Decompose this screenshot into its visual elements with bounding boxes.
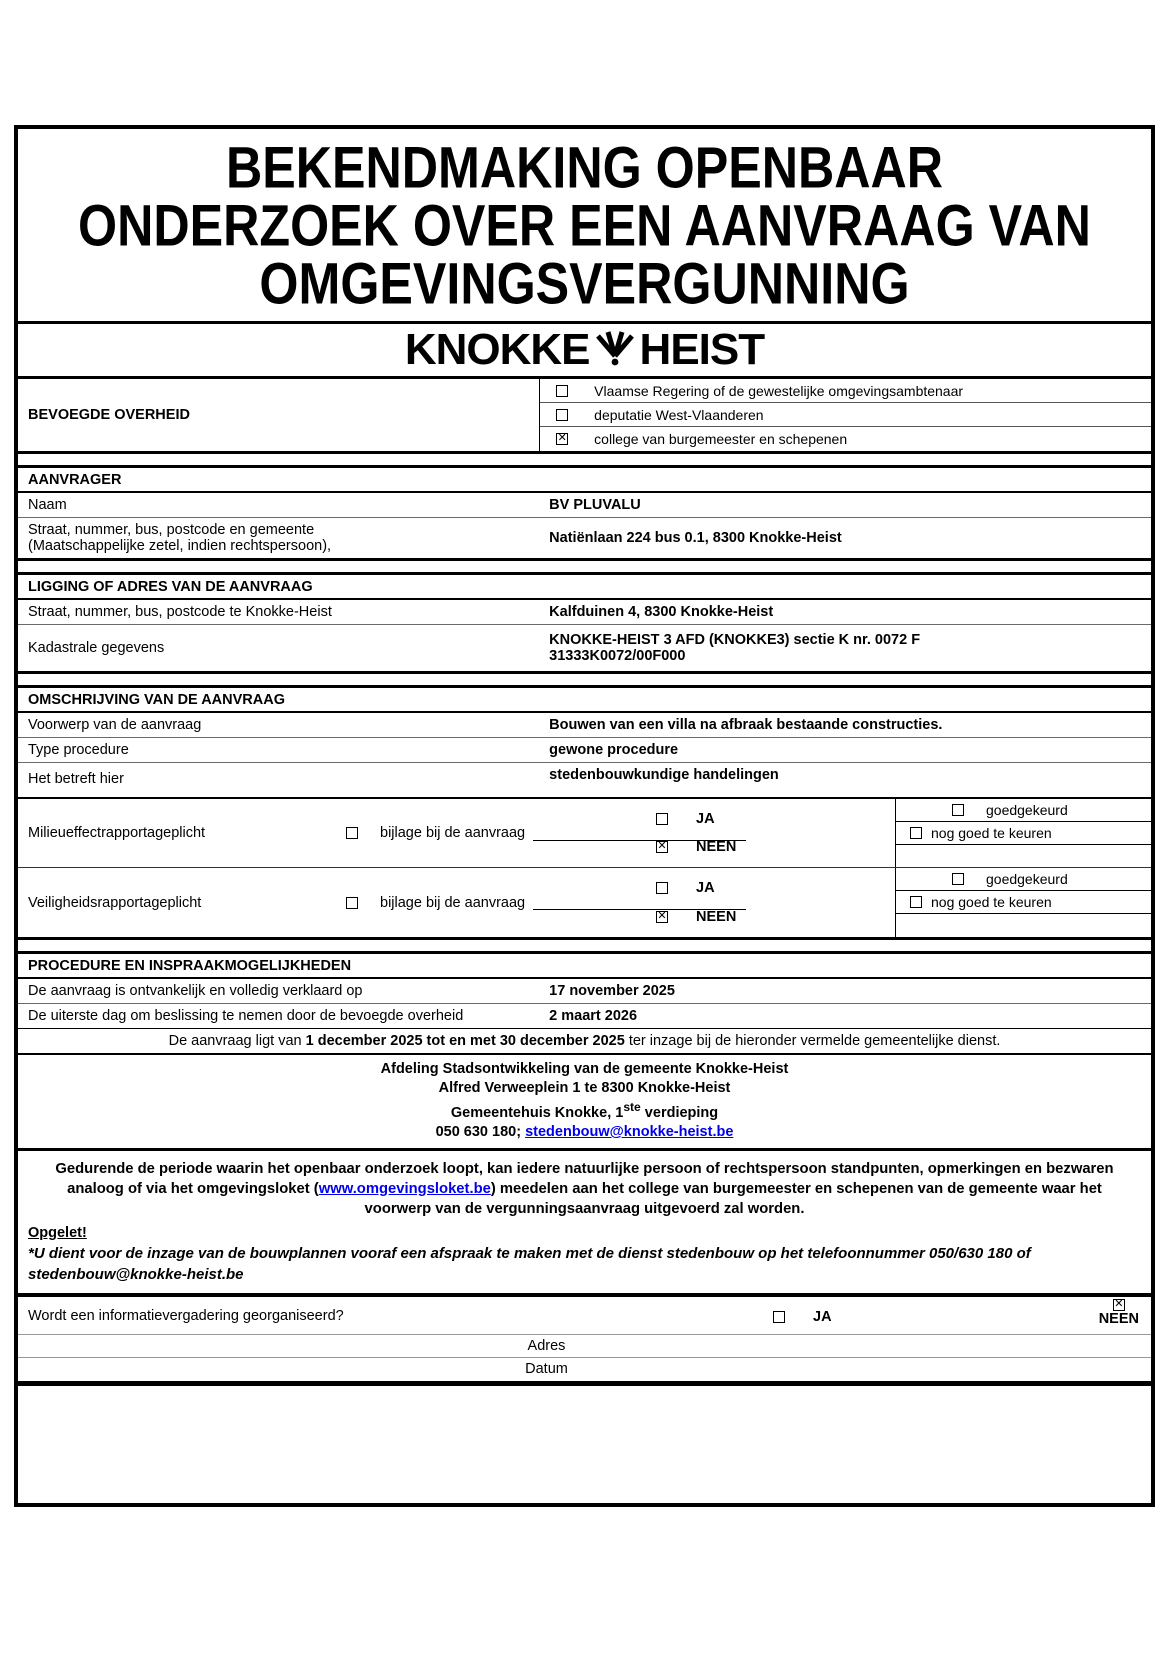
checkbox-veiligheid-goedgekeurd[interactable] <box>952 873 964 885</box>
veiligheid-ja <box>618 880 895 896</box>
option-college <box>540 427 1151 451</box>
informatievergadering-row <box>18 1297 1151 1335</box>
neen-label: NEEN <box>1098 1310 1139 1327</box>
milieu-label: Milieueffectrapportageplicht <box>28 825 206 841</box>
bevoegde-overheid-label: BEVOEGDE OVERHEID <box>28 407 190 423</box>
section-aanvrager <box>18 468 1151 558</box>
opgelet-heading: Opgelet! <box>28 1224 87 1241</box>
checkbox-deputatie[interactable] <box>556 409 568 421</box>
bezwaar-paragraph <box>18 1151 1151 1221</box>
naam-label: Naam <box>28 497 67 513</box>
nog-goed-label: nog goed te keuren <box>931 825 1052 841</box>
nog-goed-label: nog goed te keuren <box>931 894 1052 910</box>
kadaster-value <box>539 629 1151 667</box>
aanvrager-header: AANVRAGER <box>18 468 1151 493</box>
vergadering-neen <box>1099 1299 1139 1327</box>
checkbox-veiligheid-nog[interactable] <box>910 896 922 908</box>
section-procedure <box>18 954 1151 1381</box>
veiligheid-bijlage <box>328 868 618 937</box>
inzage-periode-row <box>18 1029 1151 1055</box>
fill-in-line <box>533 840 746 841</box>
dienst-contact <box>18 1123 1151 1142</box>
milieu-goedkeuring <box>895 799 1151 867</box>
ligging-straat-row <box>18 600 1151 625</box>
ontvankelijk-label: De aanvraag is ontvankelijk en volledig verklaard op <box>28 983 363 999</box>
checkbox-vlaamse-regering[interactable] <box>556 385 568 397</box>
goedgekeurd-label: goedgekeurd <box>986 871 1068 887</box>
neen-label: NEEN <box>696 839 737 855</box>
inzage-periode: 1 december 2025 tot en met 30 december 2025 <box>305 1033 625 1049</box>
ontvankelijk-row <box>18 979 1151 1004</box>
knokke-heist-splash-icon <box>595 330 635 371</box>
gemeentelijke-dienst-block <box>18 1055 1151 1151</box>
ligging-header: LIGGING OF ADRES VAN DE AANVRAAG <box>18 575 1151 600</box>
section-divider <box>18 671 1151 688</box>
checkbox-vergadering-ja[interactable] <box>773 1311 785 1323</box>
veiligheid-goedkeuring <box>895 868 1151 937</box>
type-procedure-label: Type procedure <box>28 742 129 758</box>
milieu-rapportage-row <box>18 797 1151 867</box>
milieu-neen <box>618 839 895 855</box>
dienst-naam: Afdeling Stadsontwikkeling van de gemeente Knokke-Heist <box>380 1061 789 1077</box>
afspraak-note: *U dient voor de inzage van de bouwplannen vooraf een afspraak te maken met de dienst stedenbouw op het telefoonnummer 050/630 180 of stedenbouw@knokke-heist.be <box>18 1242 1151 1297</box>
checkbox-milieu-neen[interactable] <box>656 841 668 853</box>
veiligheid-rapportage-row <box>18 867 1151 937</box>
adres-label: Adres <box>527 1337 566 1354</box>
bijlage-label: bijlage bij de aanvraag <box>380 894 526 911</box>
dienst-locatie-prefix: Gemeentehuis Knokke, 1 <box>450 1104 624 1121</box>
informatievergadering-question: Wordt een informatievergadering georganiseerd? <box>28 1307 344 1324</box>
kadaster-value-line1: KNOKKE-HEIST 3 AFD (KNOKKE3) sectie K nr. 0072 F <box>549 632 921 648</box>
option-deputatie <box>540 403 1151 427</box>
uiterste-dag-label: De uiterste dag om beslissing te nemen door de bevoegde overheid <box>28 1008 464 1024</box>
section-divider <box>18 558 1151 575</box>
section-divider <box>18 451 1151 468</box>
checkbox-milieu-nog[interactable] <box>910 827 922 839</box>
milieu-goedgekeurd <box>896 799 1151 822</box>
procedure-header: PROCEDURE EN INSPRAAKMOGELIJKHEDEN <box>18 954 1151 979</box>
section-omschrijving <box>18 688 1151 937</box>
bijlage-label: bijlage bij de aanvraag <box>380 825 526 841</box>
bevoegde-overheid-options <box>539 379 1151 451</box>
veiligheid-ja-neen <box>618 868 895 937</box>
voorwerp-label: Voorwerp van de aanvraag <box>28 717 202 733</box>
bezwaar-text-2: ) meedelen aan het college van burgemeester en schepenen van de gemeente waar het voorwerp van de vergunningsaanvraag uitgevoerd zal worden. <box>364 1180 1102 1217</box>
checkbox-veiligheid-ja[interactable] <box>656 882 668 894</box>
dienst-locatie <box>18 1098 1151 1123</box>
vergadering-ja <box>773 1309 832 1325</box>
adres-label-line1: Straat, nummer, bus, postcode en gemeente <box>28 522 315 538</box>
bezwaar-text-1: Gedurende de periode waarin het openbaar onderzoek loopt, kan iedere natuurlijke persoon of rechtspersoon standpunten, opmerkingen en bezwaren analoog of via het omgevingsloket ( <box>55 1160 1114 1197</box>
veiligheid-label: Veiligheidsrapportageplicht <box>28 894 202 911</box>
dienst-locatie-sup: ste <box>623 1100 641 1114</box>
ja-label: JA <box>813 1308 832 1325</box>
dienst-locatie-suffix: verdieping <box>640 1104 719 1121</box>
section-bevoegde-overheid <box>18 379 1151 451</box>
logo-text-heist: HEIST <box>639 325 765 374</box>
stedenbouw-email-link[interactable]: stedenbouw@knokke-heist.be <box>525 1123 734 1140</box>
checkbox-veiligheid-neen[interactable] <box>656 911 668 923</box>
omgevingsloket-link[interactable]: www.omgevingsloket.be <box>318 1180 491 1197</box>
veiligheid-neen <box>618 909 895 925</box>
betreft-row <box>18 763 1151 797</box>
option-label: Vlaamse Regering of de gewestelijke omgevingsambtenaar <box>594 382 964 399</box>
signature-empty-box <box>18 1381 1151 1503</box>
kadaster-value-line2: 31333K0072/00F000 <box>549 648 686 664</box>
ligging-kadaster-row <box>18 625 1151 671</box>
aanvrager-naam-row <box>18 493 1151 518</box>
type-procedure-row <box>18 738 1151 763</box>
datum-label: Datum <box>525 1361 568 1378</box>
milieu-nog-goed-te-keuren <box>896 822 1151 845</box>
adres-row <box>18 1335 1151 1358</box>
betreft-value: stedenbouwkundige handelingen <box>549 767 779 783</box>
ja-label: JA <box>696 811 715 827</box>
omschrijving-header: OMSCHRIJVING VAN DE AANVRAAG <box>18 688 1151 713</box>
fill-in-line <box>533 909 746 910</box>
voorwerp-value: Bouwen van een villa na afbraak bestaande constructies. <box>549 717 943 733</box>
dienst-telefoon: 050 630 180; <box>435 1123 526 1140</box>
kadaster-label: Kadastrale gegevens <box>28 640 165 656</box>
adres-value: Natiënlaan 224 bus 0.1, 8300 Knokke-Heist <box>549 530 842 546</box>
straat-label: Straat, nummer, bus, postcode te Knokke-Heist <box>28 604 332 620</box>
milieu-ja-neen <box>618 799 895 867</box>
aanvrager-adres-row <box>18 518 1151 558</box>
option-label: deputatie West-Vlaanderen <box>594 406 764 423</box>
title-line-3: OMGEVINGSVERGUNNING <box>259 251 910 317</box>
type-procedure-value: gewone procedure <box>549 742 679 758</box>
betreft-label: Het betreft hier <box>28 771 124 787</box>
uiterste-dag-row <box>18 1004 1151 1029</box>
checkbox-milieu-goedgekeurd[interactable] <box>952 804 964 816</box>
municipality-logo <box>18 321 1151 379</box>
straat-value: Kalfduinen 4, 8300 Knokke-Heist <box>549 604 774 620</box>
option-label: college van burgemeester en schepenen <box>594 431 848 447</box>
uiterste-dag-value: 2 maart 2026 <box>549 1008 638 1024</box>
checkbox-milieu-bijlage[interactable] <box>346 827 358 839</box>
option-vlaamse-regering <box>540 379 1151 403</box>
inzage-suffix: ter inzage bij de hieronder vermelde gemeentelijke dienst. <box>624 1033 1001 1049</box>
adres-label-line2: (Maatschappelijke zetel, indien rechtspersoon), <box>28 538 332 554</box>
voorwerp-row <box>18 713 1151 738</box>
announcement-document <box>14 125 1155 1507</box>
neen-label: NEEN <box>696 908 737 925</box>
datum-row <box>18 1358 1151 1381</box>
title-line-1: BEKENDMAKING OPENBAAR <box>225 135 944 201</box>
milieu-bijlage <box>328 799 618 867</box>
ontvankelijk-value: 17 november 2025 <box>549 983 675 999</box>
veiligheid-goedgekeurd <box>896 868 1151 891</box>
milieu-ja <box>618 811 895 827</box>
checkbox-vergadering-neen[interactable] <box>1113 1299 1125 1311</box>
checkbox-veiligheid-bijlage[interactable] <box>346 897 358 909</box>
logo-text-knokke: KNOKKE <box>404 325 590 374</box>
inzage-prefix: De aanvraag ligt van <box>168 1033 306 1049</box>
ja-label: JA <box>696 880 715 897</box>
checkbox-milieu-ja[interactable] <box>656 813 668 825</box>
checkbox-college[interactable] <box>556 433 568 445</box>
section-ligging <box>18 575 1151 671</box>
document-title <box>18 129 1151 321</box>
title-line-2: ONDERZOEK OVER EEN AANVRAAG VAN <box>78 193 1091 259</box>
veiligheid-nog-goed-te-keuren <box>896 891 1151 914</box>
section-divider <box>18 937 1151 954</box>
goedgekeurd-label: goedgekeurd <box>986 802 1068 818</box>
adres-label <box>18 519 539 557</box>
dienst-adres: Alfred Verweeplein 1 te 8300 Knokke-Heist <box>438 1080 731 1096</box>
naam-value: BV PLUVALU <box>549 497 641 513</box>
